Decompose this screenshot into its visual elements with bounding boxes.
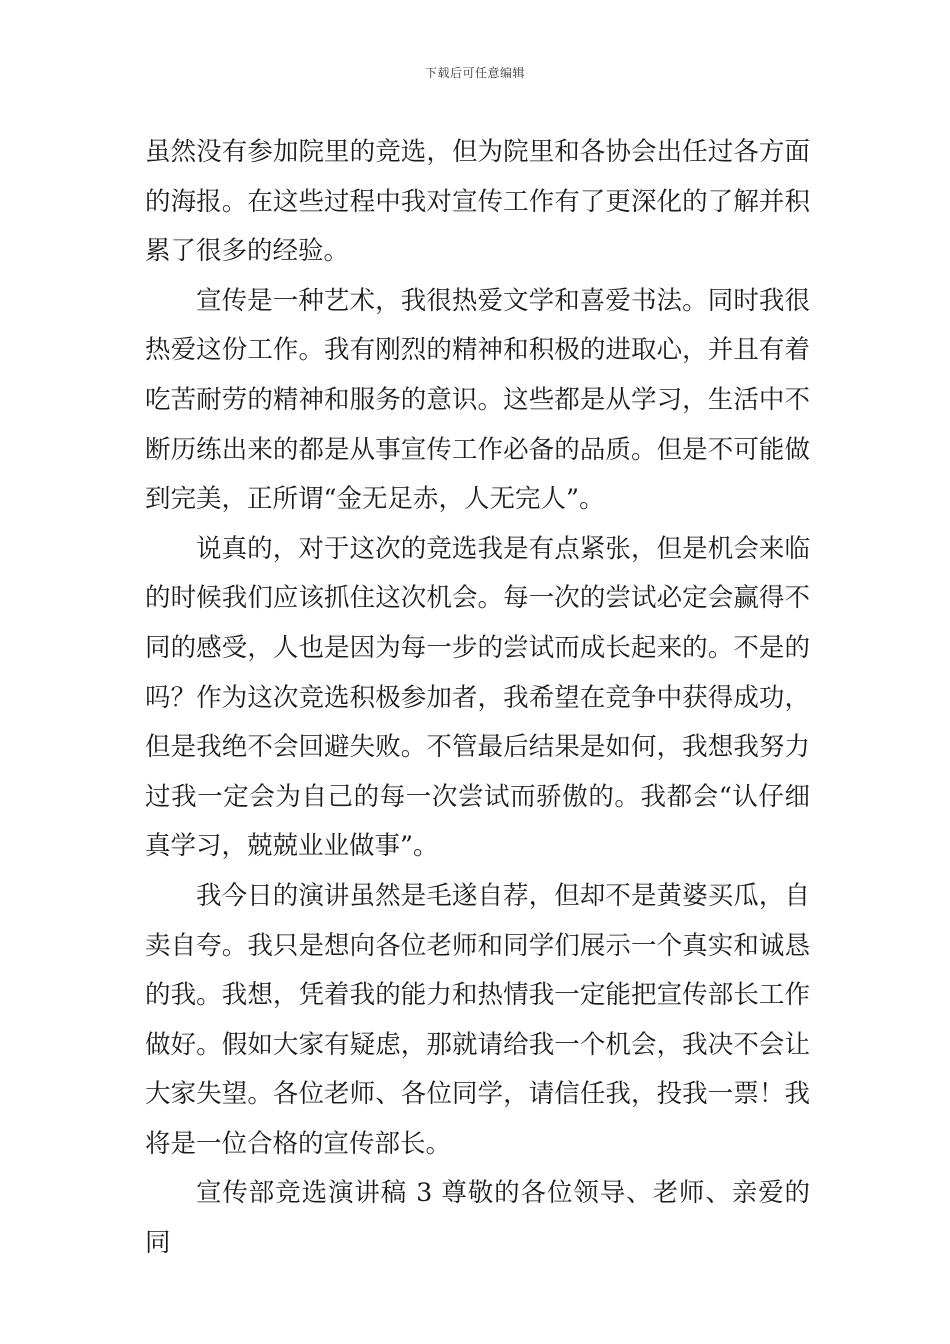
paragraph-3: 说真的，对于这次的竞选我是有点紧张，但是机会来临的时候我们应该抓住这次机会。每一次的尝试必定会赢得不同的感受，人也是因为每一步的尝试而成长起来的。不是的吗？作为这次竞选积极参加者，我希望在竞争中获得成功，但是我绝不会回避失败。不管最后结果是如何，我想我努力过我一定会为自己的每一次尝试而骄傲的。我都会“认仔细真学习，兢兢业业做事”。 bbox=[145, 533, 810, 862]
document-body bbox=[145, 128, 810, 1269]
paragraph-1: 虽然没有参加院里的竞选，但为院里和各协会出任过各方面的海报。在这些过程中我对宣传工作有了更深化的了解并积累了很多的经验。 bbox=[145, 137, 810, 267]
paragraph-5: 宣传部竞选演讲稿 3 尊敬的各位领导、老师、亲爱的同 bbox=[145, 1178, 810, 1259]
page-header: 下载后可任意编辑 bbox=[424, 66, 525, 80]
paragraph-4: 我今日的演讲虽然是毛遂自荐，但却不是黄婆买瓜，自卖自夸。我只是想向各位老师和同学们展示一个真实和诚恳的我。我想，凭着我的能力和热情我一定能把宣传部长工作做好。假如大家有疑虑，那就请给我一个机会，我决不会让大家失望。各位老师、各位同学，请信任我，投我一票！我将是一位合格的宣传部长。 bbox=[145, 880, 810, 1159]
paragraph-2: 宣传是一种艺术，我很热爱文学和喜爱书法。同时我很热爱这份工作。我有刚烈的精神和积极的进取心，并且有着吃苦耐劳的精神和服务的意识。这些都是从学习，生活中不断历练出来的都是从事宣传工作必备的品质。但是不可能做到完美，正所谓“金无足赤，人无完人”。 bbox=[145, 285, 810, 515]
